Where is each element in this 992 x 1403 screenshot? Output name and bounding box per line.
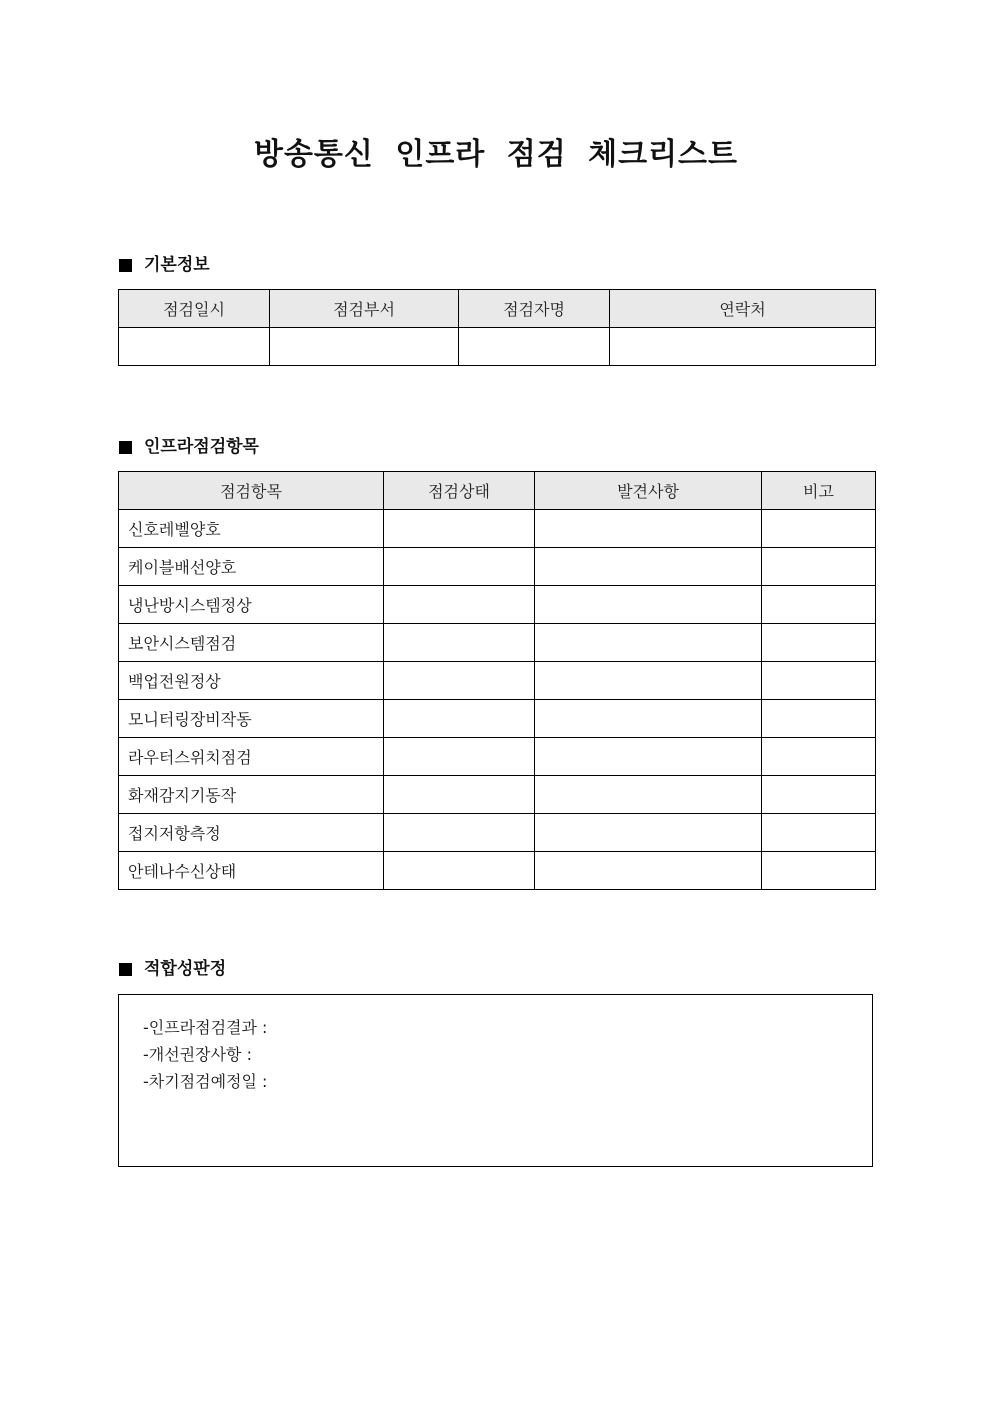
inspection-items-table [118, 471, 876, 890]
inspection-status-field[interactable] [384, 662, 535, 700]
column-header-inspection-datetime: 점검일시 [119, 290, 270, 328]
table-row [119, 328, 876, 366]
square-bullet-icon [119, 963, 132, 976]
section-heading-inspection-items [119, 435, 259, 459]
conformity-judgement-box[interactable] [118, 994, 873, 1167]
inspection-datetime-field[interactable] [119, 328, 270, 366]
table-row [119, 624, 876, 662]
table-row [119, 662, 876, 700]
inspection-status-field[interactable] [384, 814, 535, 852]
inspection-item-label: 보안시스템점검 [119, 624, 384, 662]
inspection-item-label: 안테나수신상태 [119, 852, 384, 890]
remarks-field[interactable] [762, 776, 876, 814]
findings-field[interactable] [535, 586, 762, 624]
inspection-item-label: 백업전원정상 [119, 662, 384, 700]
column-header-inspection-item: 점검항목 [119, 472, 384, 510]
findings-field[interactable] [535, 510, 762, 548]
contact-field[interactable] [610, 328, 876, 366]
table-row [119, 700, 876, 738]
findings-field[interactable] [535, 814, 762, 852]
inspection-status-field[interactable] [384, 624, 535, 662]
table-row [119, 814, 876, 852]
next-inspection-date-separator: : [256, 1072, 268, 1091]
table-header-row [119, 472, 876, 510]
inspection-status-field[interactable] [384, 776, 535, 814]
section-heading-label: 적합성판정 [144, 959, 227, 979]
findings-field[interactable] [535, 700, 762, 738]
inspection-item-label: 냉난방시스템정상 [119, 586, 384, 624]
next-inspection-date-label: -차기점검예정일 [143, 1072, 257, 1091]
section-heading-conformity-judgement [119, 957, 226, 981]
section-heading-label: 기본정보 [144, 255, 210, 275]
table-row [119, 586, 876, 624]
remarks-field[interactable] [762, 624, 876, 662]
column-header-remarks: 비고 [762, 472, 876, 510]
basic-info-table [118, 289, 876, 366]
inspection-status-field[interactable] [384, 700, 535, 738]
document-title: 방송통신 인프라 점검 체크리스트 [253, 137, 739, 172]
square-bullet-icon [119, 259, 132, 272]
column-header-findings: 발견사항 [535, 472, 762, 510]
remarks-field[interactable] [762, 814, 876, 852]
inspection-department-field[interactable] [270, 328, 459, 366]
inspection-status-field[interactable] [384, 510, 535, 548]
remarks-field[interactable] [762, 548, 876, 586]
remarks-field[interactable] [762, 738, 876, 776]
remarks-field[interactable] [762, 510, 876, 548]
table-row [119, 738, 876, 776]
inspection-status-field[interactable] [384, 738, 535, 776]
column-header-inspection-status: 점검상태 [384, 472, 535, 510]
section-heading-label: 인프라점검항목 [144, 437, 259, 457]
column-header-inspector-name: 점검자명 [459, 290, 610, 328]
remarks-field[interactable] [762, 586, 876, 624]
findings-field[interactable] [535, 624, 762, 662]
inspection-item-label: 화재감지기동작 [119, 776, 384, 814]
judgement-lines [143, 1014, 267, 1095]
improvement-recommendation-separator: : [241, 1045, 252, 1064]
section-heading-basic-info [119, 253, 210, 277]
findings-field[interactable] [535, 662, 762, 700]
inspection-item-label: 케이블배선양호 [119, 548, 384, 586]
table-row [119, 510, 876, 548]
inspection-status-field[interactable] [384, 586, 535, 624]
improvement-recommendation-line [143, 1041, 267, 1068]
inspection-result-label: -인프라점검결과 [143, 1018, 257, 1037]
table-header-row [119, 290, 876, 328]
inspection-result-line [143, 1014, 267, 1041]
findings-field[interactable] [535, 776, 762, 814]
next-inspection-date-line [143, 1068, 267, 1095]
remarks-field[interactable] [762, 852, 876, 890]
remarks-field[interactable] [762, 662, 876, 700]
inspection-result-separator: : [256, 1018, 268, 1037]
square-bullet-icon [119, 441, 132, 454]
inspection-item-label: 모니터링장비작동 [119, 700, 384, 738]
column-header-inspection-department: 점검부서 [270, 290, 459, 328]
findings-field[interactable] [535, 548, 762, 586]
table-row [119, 776, 876, 814]
table-row [119, 548, 876, 586]
inspection-status-field[interactable] [384, 852, 535, 890]
inspection-item-label: 접지저항측정 [119, 814, 384, 852]
improvement-recommendation-label: -개선권장사항 [143, 1045, 242, 1064]
table-row [119, 852, 876, 890]
inspection-item-label: 라우터스위치점검 [119, 738, 384, 776]
inspector-name-field[interactable] [459, 328, 610, 366]
findings-field[interactable] [535, 852, 762, 890]
inspection-item-label: 신호레벨양호 [119, 510, 384, 548]
column-header-contact: 연락처 [610, 290, 876, 328]
remarks-field[interactable] [762, 700, 876, 738]
inspection-status-field[interactable] [384, 548, 535, 586]
findings-field[interactable] [535, 738, 762, 776]
